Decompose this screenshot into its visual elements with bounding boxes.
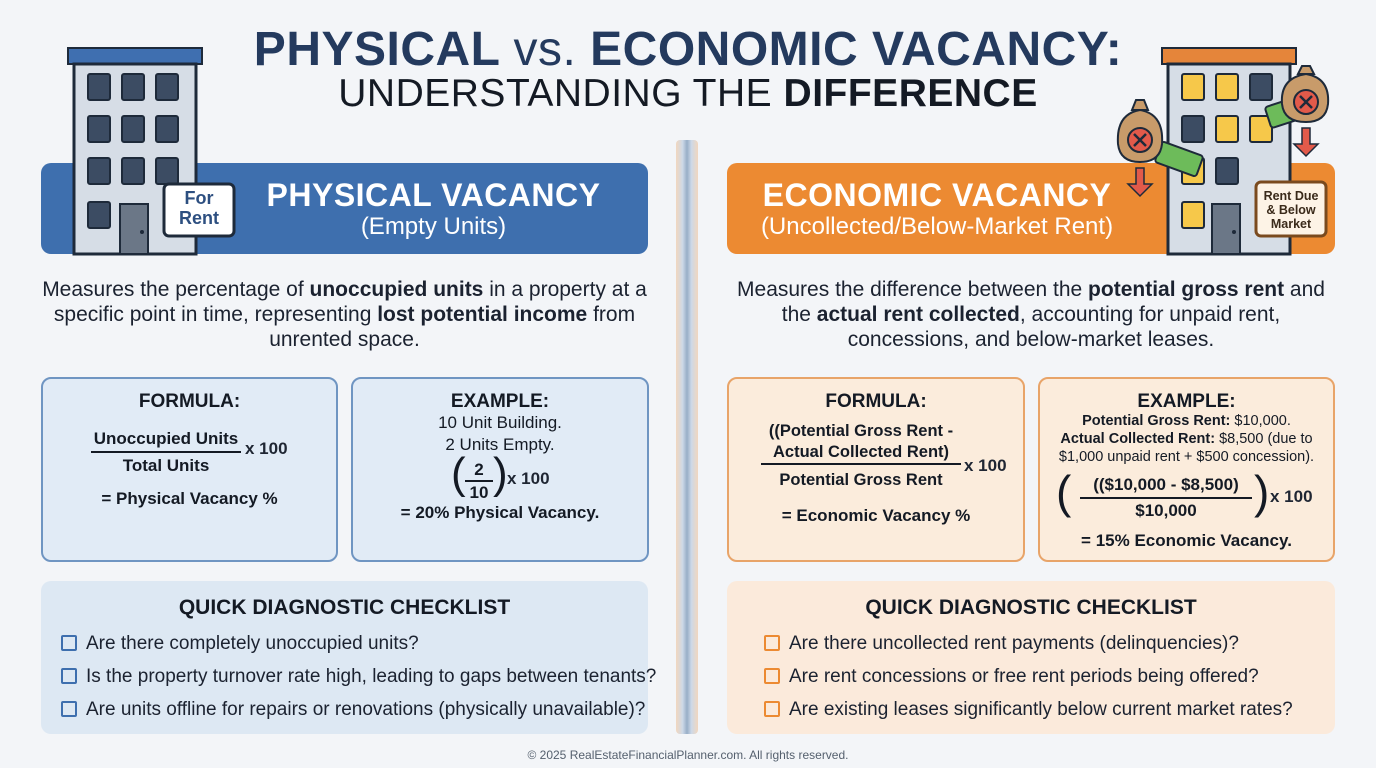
economic-example-result: = 15% Economic Vacancy. [1081, 531, 1292, 550]
checklist-item-label: Are existing leases significantly below current market rates? [789, 699, 1293, 720]
title-understanding: UNDERSTANDING THE [338, 72, 773, 115]
title-economic-vacancy: ECONOMIC VACANCY: [590, 23, 1123, 76]
economic-formula-denominator: Potential Gross Rent [779, 471, 943, 489]
economic-example-paren-left: ( [1056, 466, 1072, 518]
physical-checklist-item[interactable] [61, 666, 656, 688]
physical-example-result: = 20% Physical Vacancy. [400, 503, 600, 522]
rent-due-sign-line-3: Market [1270, 217, 1312, 231]
for-rent-sign-line-2: Rent [179, 208, 219, 228]
economic-formula-title: FORMULA: [825, 391, 927, 412]
checkbox[interactable] [764, 668, 780, 684]
economic-example-card [1038, 377, 1335, 562]
checklist-item-label: Are there completely unoccupied units? [86, 633, 419, 654]
economic-example-numerator: (($10,000 - $8,500) [1080, 473, 1252, 499]
economic-formula-card [727, 377, 1025, 562]
economic-desc-bold-2: actual rent collected [816, 303, 1020, 326]
economic-desc-text-3: , accounting for unpaid rent, concessions, and below-market leases. [847, 303, 1281, 351]
physical-desc-text-1: Measures the percentage of [42, 278, 310, 301]
physical-formula-title: FORMULA: [138, 391, 241, 412]
physical-example-title: EXAMPLE: [450, 391, 550, 412]
economic-example-line-2 [1040, 431, 1333, 447]
physical-desc-bold-1: unoccupied units [309, 278, 484, 301]
economic-formula-result: = Economic Vacancy % [781, 506, 971, 525]
economic-formula-fraction [761, 421, 961, 491]
physical-example-paren-left: ( [451, 449, 466, 498]
physical-example-multiplier: x 100 [507, 469, 550, 488]
economic-desc-text-1: Measures the difference between the [737, 278, 1089, 301]
physical-example-line-2: 2 Units Empty. [445, 435, 555, 454]
physical-checklist [41, 581, 657, 734]
economic-example-line-1 [1040, 413, 1333, 429]
economic-example-line-3: $1,000 unpaid rent + $500 concession). [1058, 449, 1315, 465]
economic-desc-text-2: and the [781, 278, 1325, 326]
checklist-item-label: Are rent concessions or free rent periods being offered? [789, 666, 1259, 687]
physical-example-line-1: 10 Unit Building. [438, 413, 562, 432]
economic-description [727, 277, 1335, 352]
economic-formula-numerator-line-1: ((Potential Gross Rent - [768, 422, 954, 440]
checkbox[interactable] [61, 635, 77, 651]
physical-desc-text-3: from unrented space. [269, 303, 636, 351]
checkbox[interactable] [61, 701, 77, 717]
physical-header-subtitle: (Empty Units) [360, 213, 507, 240]
physical-formula-card [41, 377, 338, 562]
physical-header-title: PHYSICAL VACANCY [266, 177, 601, 213]
rent-due-sign-line-1: Rent Due [1263, 189, 1319, 203]
economic-checklist [727, 581, 1335, 734]
rent-due-sign-line-2: & Below [1266, 203, 1316, 217]
for-rent-sign-line-1: For [184, 188, 214, 208]
economic-desc-bold-1: potential gross rent [1088, 278, 1285, 301]
title-difference: DIFFERENCE [783, 72, 1038, 115]
economic-checklist-item[interactable] [764, 699, 1293, 721]
title-vs: vs. [513, 23, 577, 76]
physical-checklist-item[interactable] [61, 699, 645, 721]
economic-example-multiplier: x 100 [1270, 487, 1313, 506]
physical-description [41, 277, 648, 352]
economic-checklist-item[interactable] [764, 633, 1239, 655]
economic-example-denominator: $10,000 [1135, 501, 1197, 520]
economic-formula-multiplier: x 100 [964, 456, 1007, 475]
physical-checklist-title: QUICK DIAGNOSTIC CHECKLIST [178, 596, 511, 619]
rent-due-sign [1256, 189, 1326, 231]
for-rent-sign [164, 188, 234, 228]
checkbox[interactable] [764, 635, 780, 651]
copyright-footer: © 2025 RealEstateFinancialPlanner.com. All rights reserved. [527, 748, 849, 762]
economic-example-line-2-label: Actual Collected Rent: [1060, 431, 1216, 447]
physical-formula-fraction [91, 426, 241, 478]
economic-example-fraction [1080, 473, 1252, 523]
physical-example-numerator: 2 [465, 459, 493, 482]
physical-formula-numerator: Unoccupied Units [91, 426, 241, 453]
title-physical: PHYSICAL [253, 23, 500, 76]
economic-example-line-2-value: $8,500 (due to [1215, 431, 1313, 447]
economic-example-title: EXAMPLE: [1137, 391, 1236, 412]
center-divider [676, 140, 698, 734]
physical-desc-bold-2: lost potential income [377, 303, 588, 326]
physical-formula-multiplier: x 100 [245, 439, 288, 458]
physical-checklist-item[interactable] [61, 633, 419, 655]
checkbox[interactable] [61, 668, 77, 684]
physical-formula-denominator: Total Units [122, 456, 210, 475]
checkbox[interactable] [764, 701, 780, 717]
economic-checklist-title: QUICK DIAGNOSTIC CHECKLIST [865, 596, 1197, 619]
economic-header-subtitle: (Uncollected/Below-Market Rent) [760, 213, 1114, 240]
economic-checklist-item[interactable] [764, 666, 1259, 688]
economic-example-line-1-label: Potential Gross Rent: [1082, 413, 1231, 429]
economic-example-line-1-value: $10,000. [1230, 413, 1291, 429]
physical-example-fraction [465, 459, 493, 503]
economic-example-paren-right: ) [1254, 466, 1270, 518]
physical-example-paren-right: ) [493, 449, 508, 498]
physical-desc-text-2: in a property at a specific point in time, representing [53, 278, 647, 326]
economic-formula-numerator-line-2: Actual Collected Rent) [761, 442, 961, 465]
checklist-item-label: Are units offline for repairs or renovations (physically unavailable)? [86, 699, 646, 720]
physical-example-card [351, 377, 649, 562]
physical-formula-result: = Physical Vacancy % [101, 489, 278, 508]
checklist-item-label: Are there uncollected rent payments (delinquencies)? [789, 633, 1239, 654]
checklist-item-label: Is the property turnover rate high, leading to gaps between tenants? [86, 666, 657, 687]
economic-header-title: ECONOMIC VACANCY [762, 177, 1112, 213]
physical-example-denominator: 10 [469, 483, 489, 502]
